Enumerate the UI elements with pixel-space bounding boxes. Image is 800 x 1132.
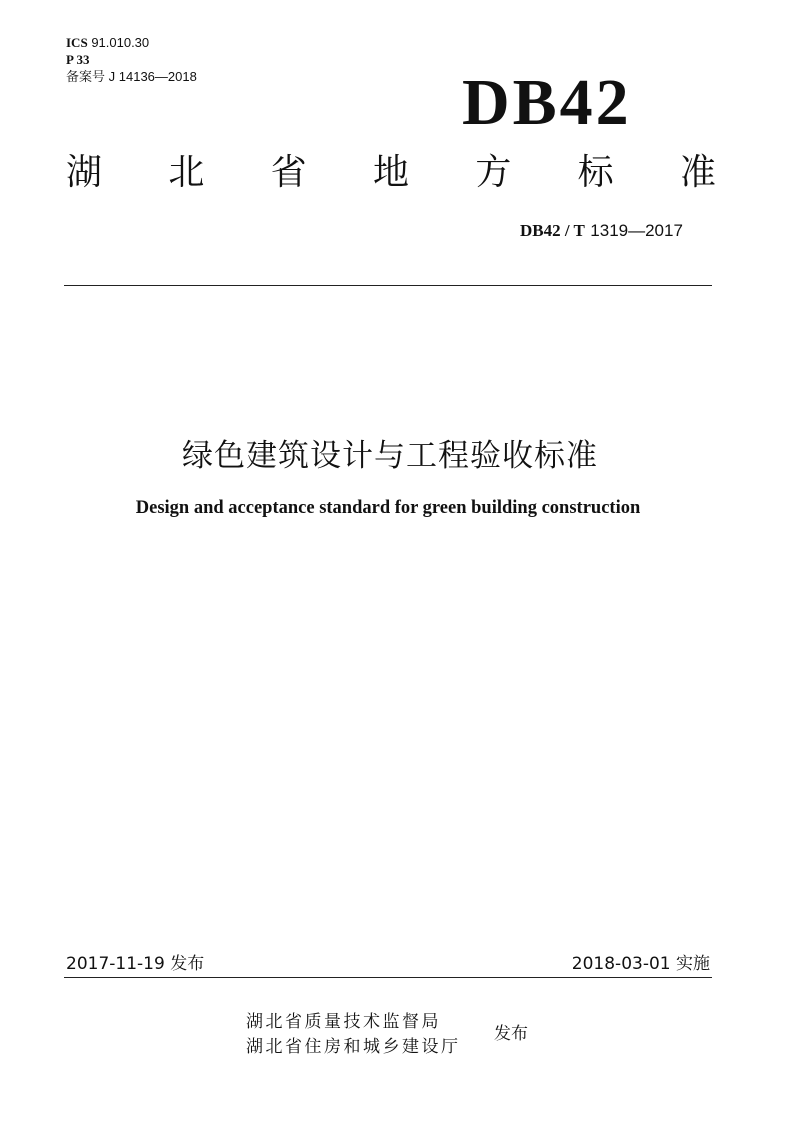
heading-char: 标 <box>577 152 614 193</box>
standard-code: DB42 <box>462 66 632 139</box>
heading-char: 方 <box>475 152 512 193</box>
issuer-name: 湖北省住房和城乡建设厅 <box>246 1037 461 1057</box>
ics-value: 91.010.30 <box>91 35 150 50</box>
heading-char: 省 <box>270 152 307 193</box>
title-chinese: 绿色建筑设计与工程验收标准 <box>182 438 598 474</box>
filing-value: J 14136—2018 <box>108 69 197 84</box>
issuer-name: 湖北省质量技术监督局 <box>246 1012 441 1032</box>
heading-char: 湖 <box>66 152 103 193</box>
local-standard-heading <box>66 150 716 196</box>
standard-metadata <box>66 34 197 85</box>
publish-label: 发布 <box>494 1024 528 1044</box>
issuing-authorities <box>246 1010 461 1060</box>
ics-label: ICS <box>66 35 88 50</box>
effective-date: 2018-03-01 实施 <box>571 954 710 974</box>
title-english: Design and acceptance standard for green building construction <box>135 498 641 518</box>
heading-char: 北 <box>168 152 205 193</box>
heading-char: 准 <box>679 152 716 193</box>
ccs-code: P 33 <box>66 52 90 67</box>
standard-number-prefix: DB42 / T <box>520 221 585 240</box>
filing-line <box>66 68 197 85</box>
issue-date: 2017-11-19 发布 <box>66 954 205 974</box>
heading-char: 地 <box>372 152 409 193</box>
footer-rule <box>64 977 712 978</box>
filing-label: 备案号 <box>66 69 106 84</box>
standard-number <box>520 220 683 242</box>
header-rule <box>64 285 712 286</box>
standard-number-value: 1319—2017 <box>590 221 683 240</box>
ics-line <box>66 34 197 51</box>
